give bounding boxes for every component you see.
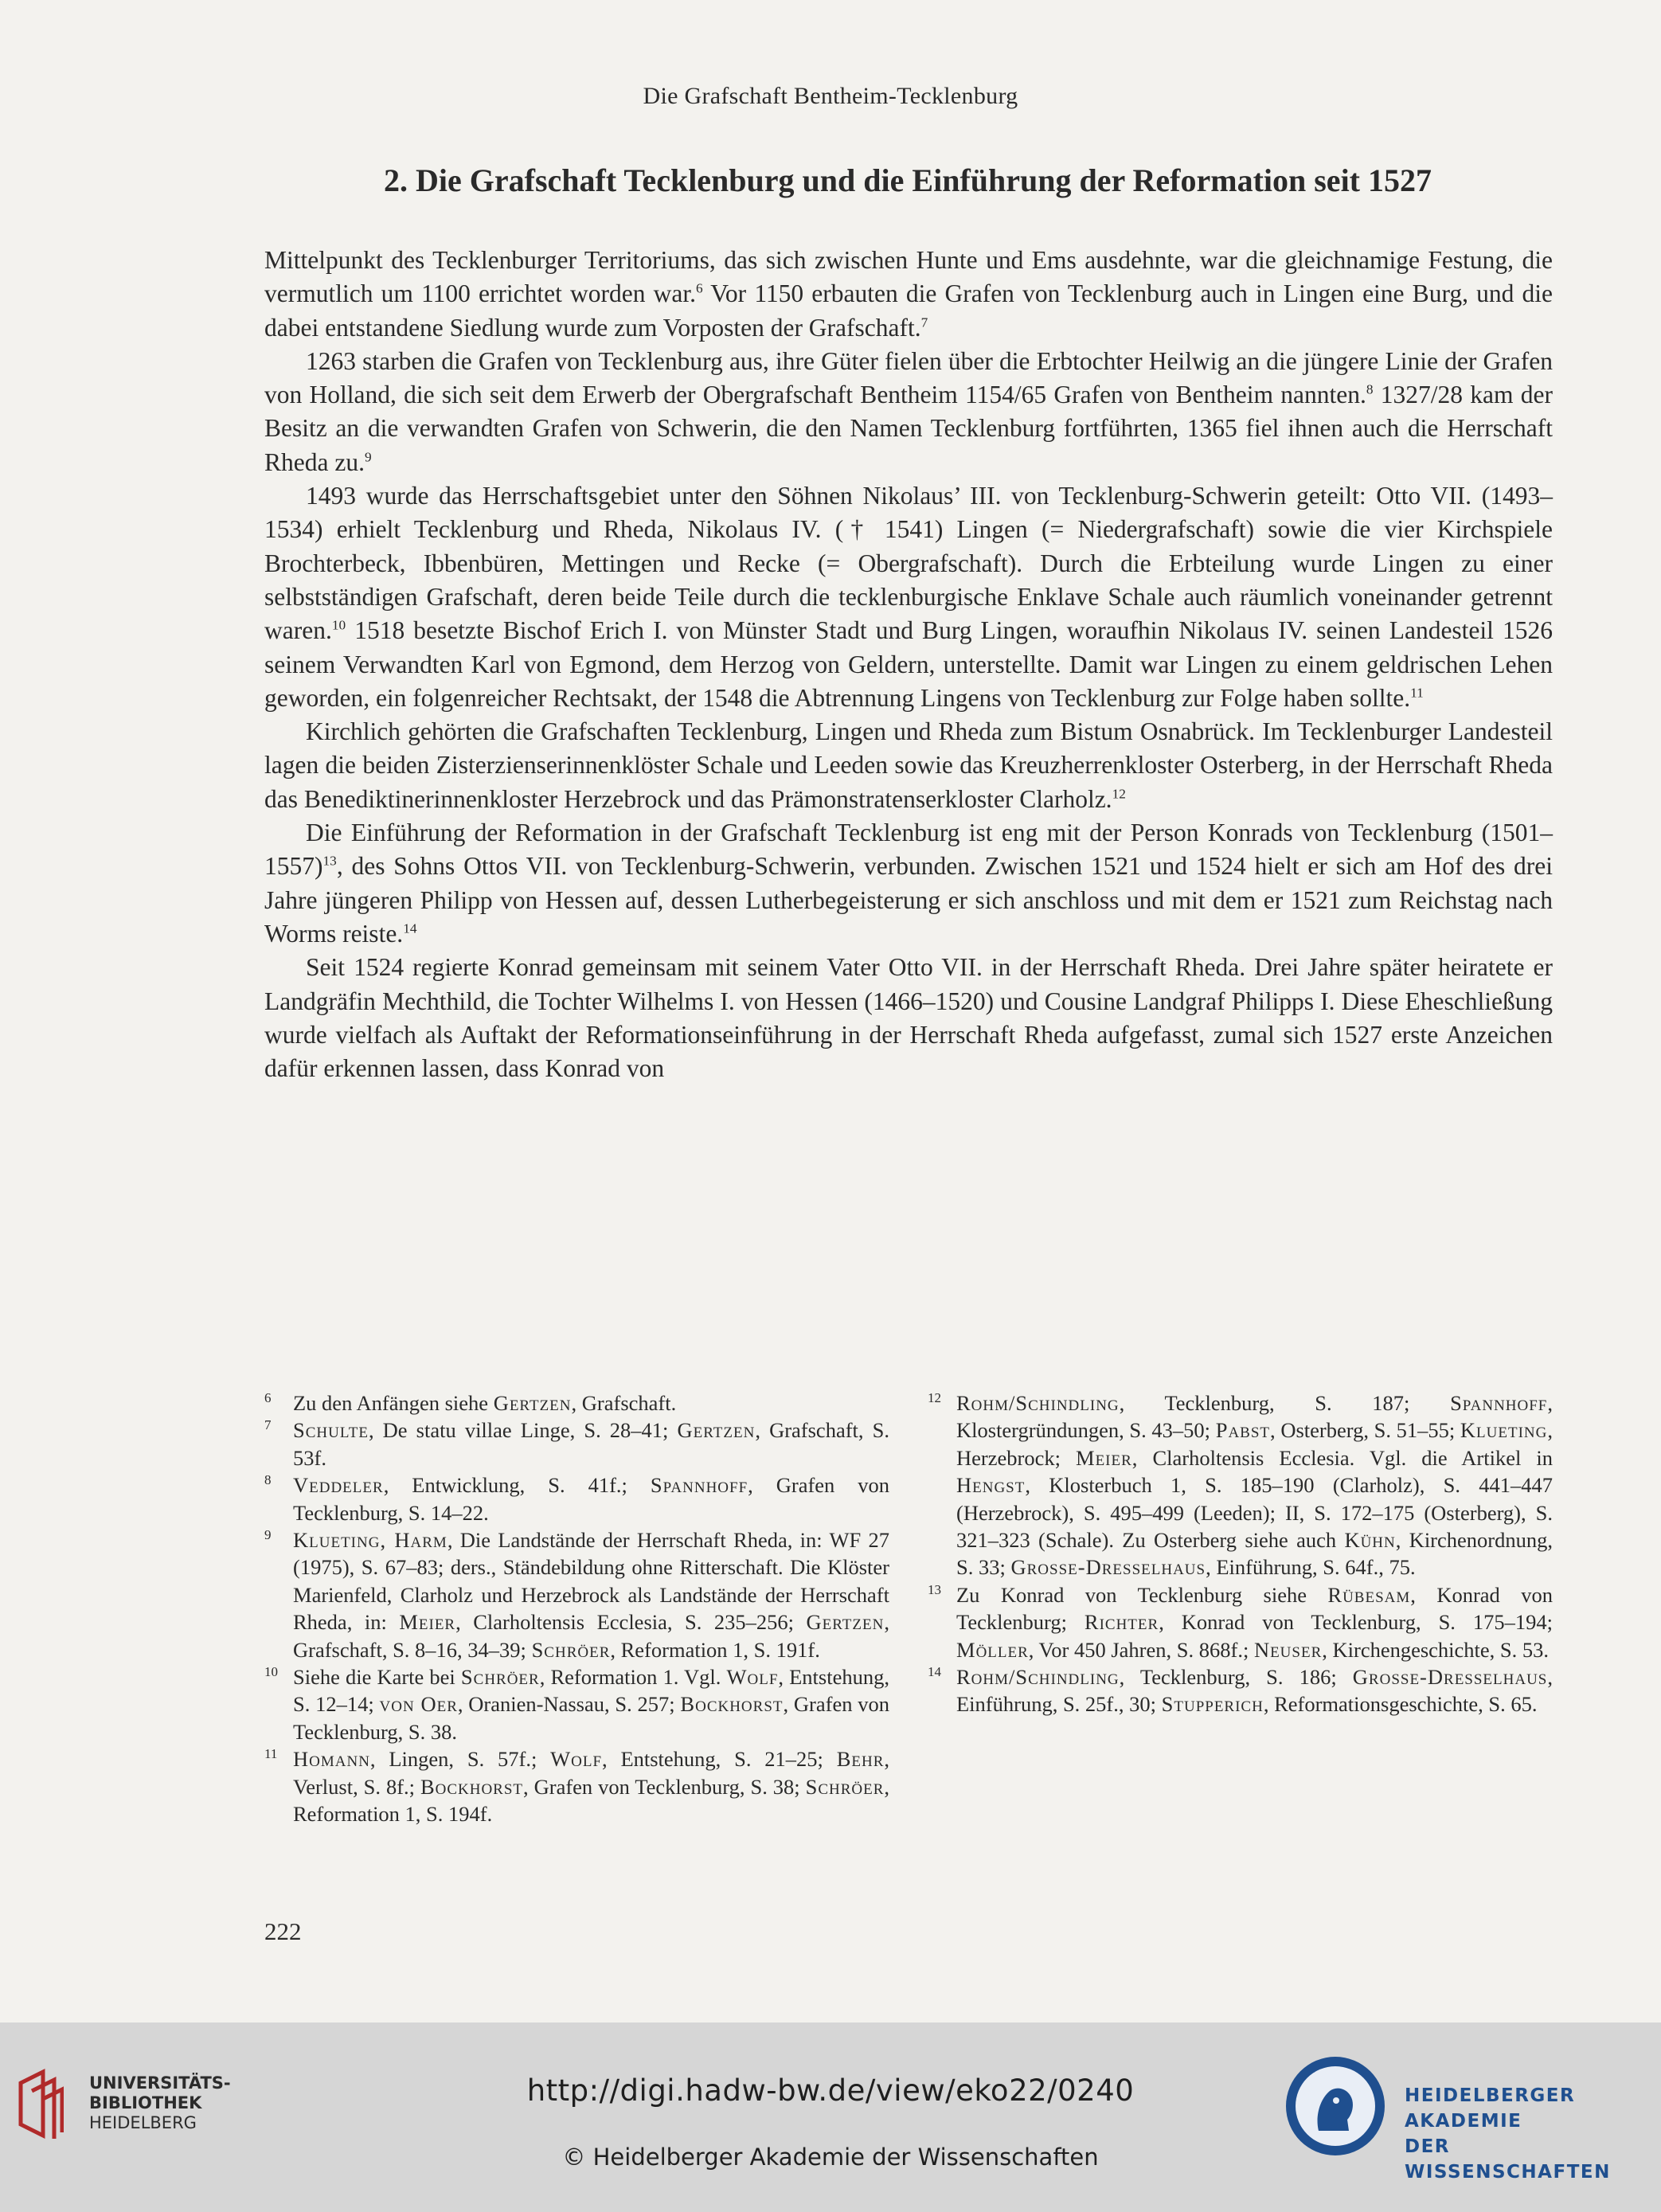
paragraph: Mittelpunkt des Tecklenburger Territoriums, das sich zwischen Hunte und Ems ausdehnte, war die gleichnamige Festung, die vermutlich um 1100 errichtet worden war.$^6$ Vor 1150 erbauten die Grafen von Tecklenburg auch in Lingen eine Burg, und die dabei entstandene Siedlung wurde zum Vorposten der Grafschaft.$^7$ — [264, 246, 1554, 342]
footnote-8: 8 Veddeler, Entwicklung, S. 41f.; Spannhoff, Grafen von Tecklenburg, S. 14–22. — [264, 1472, 889, 1525]
footnote-ref[interactable]: 12 — [1112, 786, 1126, 802]
footnote-ref[interactable]: 9 — [364, 449, 372, 465]
footnote-14: 14 Rohm/Schindling, Tecklenburg, S. 186; Grosse-Dresselhaus, Einführung, S. 25f., 30; Stupperich, Reformationsgeschichte, S. 65. — [928, 1664, 1553, 1717]
footnote-11: 11 Homann, Lingen, S. 57f.; Wolf, Entstehung, S. 21–25; Behr, Verlust, S. 8f.; Bockhorst, Grafen von Tecklenburg, S. 38; Schröer, Reformation 1, S. 194f. — [264, 1746, 890, 1827]
footnote-ref[interactable]: 10 — [331, 617, 346, 633]
academy-name: HEIDELBERGER AKADEMIE DER WISSENSCHAFTEN — [1405, 2085, 1611, 2183]
paragraph: 1493 wurde das Herrschaftsgebiet unter den Söhnen Nikolaus’ III. von Tecklenburg-Schwerin geteilt: Otto VII. (1493–1534) erhielt Tecklenburg und Rheda, Nikolaus IV. († 1541) Lingen (= Niedergrafschaft) sowie die vier Kirchspiele Brochterbeck, Ibbenbüren, Mettingen und Recke (= Obergrafschaft). Durch die Erbteilung wurde Lingen zu einer selbstständigen Grafschaft, deren beide Teile durch die tecklenburgische Enklave Schale auch räumlich voneinander getrennt waren.$^{10}$ 1518 besetzte Bischof Erich I. von Münster Stadt und Burg Lingen, woraufhin Nikolaus IV. seinen Landesteil 1526 seinem Verwandten Karl von Egmond, dem Herzog von Geldern, unterstellte. Damit war Lingen zu einem geldrischen Lehen geworden, ein folgenreicher Rechtsakt, der 1548 die Abtrennung Lingens von Tecklenburg zur Folge haben sollte.$^{11}$ — [264, 482, 1553, 712]
footnote-9: 9 Klueting, Harm, Die Landstände der Herrschaft Rheda, in: WF 27 (1975), S. 67–83; ders., Ständebildung ohne Ritterschaft. Die Klöster Marienfeld, Clarholz und Herzebrock als Landstände der Herrschaft Rheda, in: Meier, Clarholtensis Ecclesia, S. 235–256; Gertzen, Grafschaft, S. 8–16, 34–39; Schröer, Reformation 1, S. 191f. — [264, 1527, 890, 1662]
paragraph: Die Einführung der Reformation in der Grafschaft Tecklenburg ist eng mit der Person Konrads von Tecklenburg (1501–1557)$^{13}$, des Sohns Ottos VII. von Tecklenburg-Schwerin, verbunden. Zwischen 1521 und 1524 hielt er sich am Hof des drei Jahre jüngeren Philipp von Hessen auf, dessen Lutherbegeisterung er sich anschloss und mit dem er 1521 zum Reichstag nach Worms reiste.$^{14}$ — [264, 819, 1553, 948]
paragraph: 1263 starben die Grafen von Tecklenburg aus, ihre Güter fielen über die Erbtochter Heilwig an die jüngere Linie der Grafen von Holland, die sich seit dem Erwerb der Obergrafschaft Bentheim 1154/65 Grafen von Bentheim nannten.$^8$ 1327/28 kam der Besitz an die verwandten Grafen von Schwerin, die den Namen Tecklenburg fortführten, 1365 fiel ihnen auch die Herrschaft Rheda zu.$^9$ — [264, 346, 1553, 476]
page-number: 222 — [264, 1917, 302, 1945]
university-library-name: UNIVERSITÄTS- BIBLIOTHEK HEIDELBERG — [89, 2073, 231, 2132]
footnote-13: 13 Zu Konrad von Tecklenburg siehe Rübesam, Konrad von Tecklenburg; Richter, Konrad von Tecklenburg, S. 175–194; Möller, Vor 450 Jahren, S. 868f.; Neuser, Kirchengeschichte, S. 53. — [928, 1581, 1553, 1662]
running-head: Die Grafschaft Bentheim-Tecklenburg — [643, 83, 1018, 109]
section-title: 2. Die Grafschaft Tecklenburg und die Einführung der Reformation seit 1527 — [384, 162, 1432, 198]
body-text — [264, 244, 1553, 1085]
footnote-7: 7 Schulte, De statu villae Linge, S. 28–41; Gertzen, Grafschaft, S. 53f. — [264, 1417, 889, 1470]
footnote-ref[interactable]: 14 — [403, 920, 417, 936]
footnotes-right-column — [928, 1389, 1553, 1828]
paragraph: Kirchlich gehörten die Grafschaften Tecklenburg, Lingen und Rheda zum Bistum Osnabrück. Im Tecklenburger Landesteil lagen die beiden Zisterzienserinnenklöster Schale und Leeden sowie das Kreuzherrenkloster Osterberg, in der Herrschaft Rheda das Benediktinerinnenkloster Herzebrock und das Prämonstratenserkloster Clarholz.$^{12}$ — [264, 717, 1553, 813]
footnote-12: 12 Rohm/Schindling, Tecklenburg, S. 187; Spannhoff, Klostergründungen, S. 43–50; Pabst, Osterberg, S. 51–55; Klueting, Herzebrock; Meier, Clarholtensis Ecclesia. Vgl. die Artikel in Hengst, Klosterbuch 1, S. 185–190 (Clarholz), S. 441–447 (Herzebrock), S. 495–499 (Leeden); II, S. 172–175 (Osterberg), S. 321–323 (Schale). Zu Osterberg siehe auch Kühn, Kirchenordnung, S. 33; Grosse-Dresselhaus, Einführung, S. 64f., 75. — [928, 1390, 1554, 1580]
footnotes — [264, 1389, 1553, 1828]
footnote-10: 10 Siehe die Karte bei Schröer, Reformation 1. Vgl. Wolf, Entstehung, S. 12–14; von Oer, Oranien-Nassau, S. 257; Bockhorst, Grafen von Tecklenburg, S. 38. — [264, 1664, 889, 1744]
footnote-ref[interactable]: 11 — [1410, 685, 1424, 701]
footnote-ref[interactable]: 7 — [920, 315, 928, 330]
footnote-ref[interactable]: 8 — [1366, 381, 1374, 397]
footnote-ref[interactable]: 13 — [322, 853, 337, 869]
permalink[interactable]: http://digi.hadw-bw.de/view/eko22/0240 — [526, 2073, 1135, 2108]
academy-seal-icon[interactable] — [1284, 2054, 1387, 2158]
footnote-ref[interactable]: 6 — [696, 280, 703, 296]
footnote-6: 6 Zu den Anfängen siehe Gertzen, Grafschaft. — [264, 1390, 677, 1415]
paragraph: Seit 1524 regierte Konrad gemeinsam mit seinem Vater Otto VII. in der Herrschaft Rheda. Drei Jahre später heiratete er Landgräfin Mechthild, die Tochter Wilhelms I. von Hessen (1466–1520) und Cousine Landgraf Philipps I. Diese Eheschließung wurde vielfach als Auftakt der Reformationseinführung in der Herrschaft Rheda aufgefasst, zumal sich 1527 erste Anzeichen dafür erkennen lassen, dass Konrad von — [264, 953, 1553, 1083]
viewer-footer — [0, 2022, 1661, 2212]
footnotes-left-column — [264, 1389, 889, 1828]
copyright-notice: © Heidelberger Akademie der Wissenschaften — [562, 2144, 1099, 2171]
